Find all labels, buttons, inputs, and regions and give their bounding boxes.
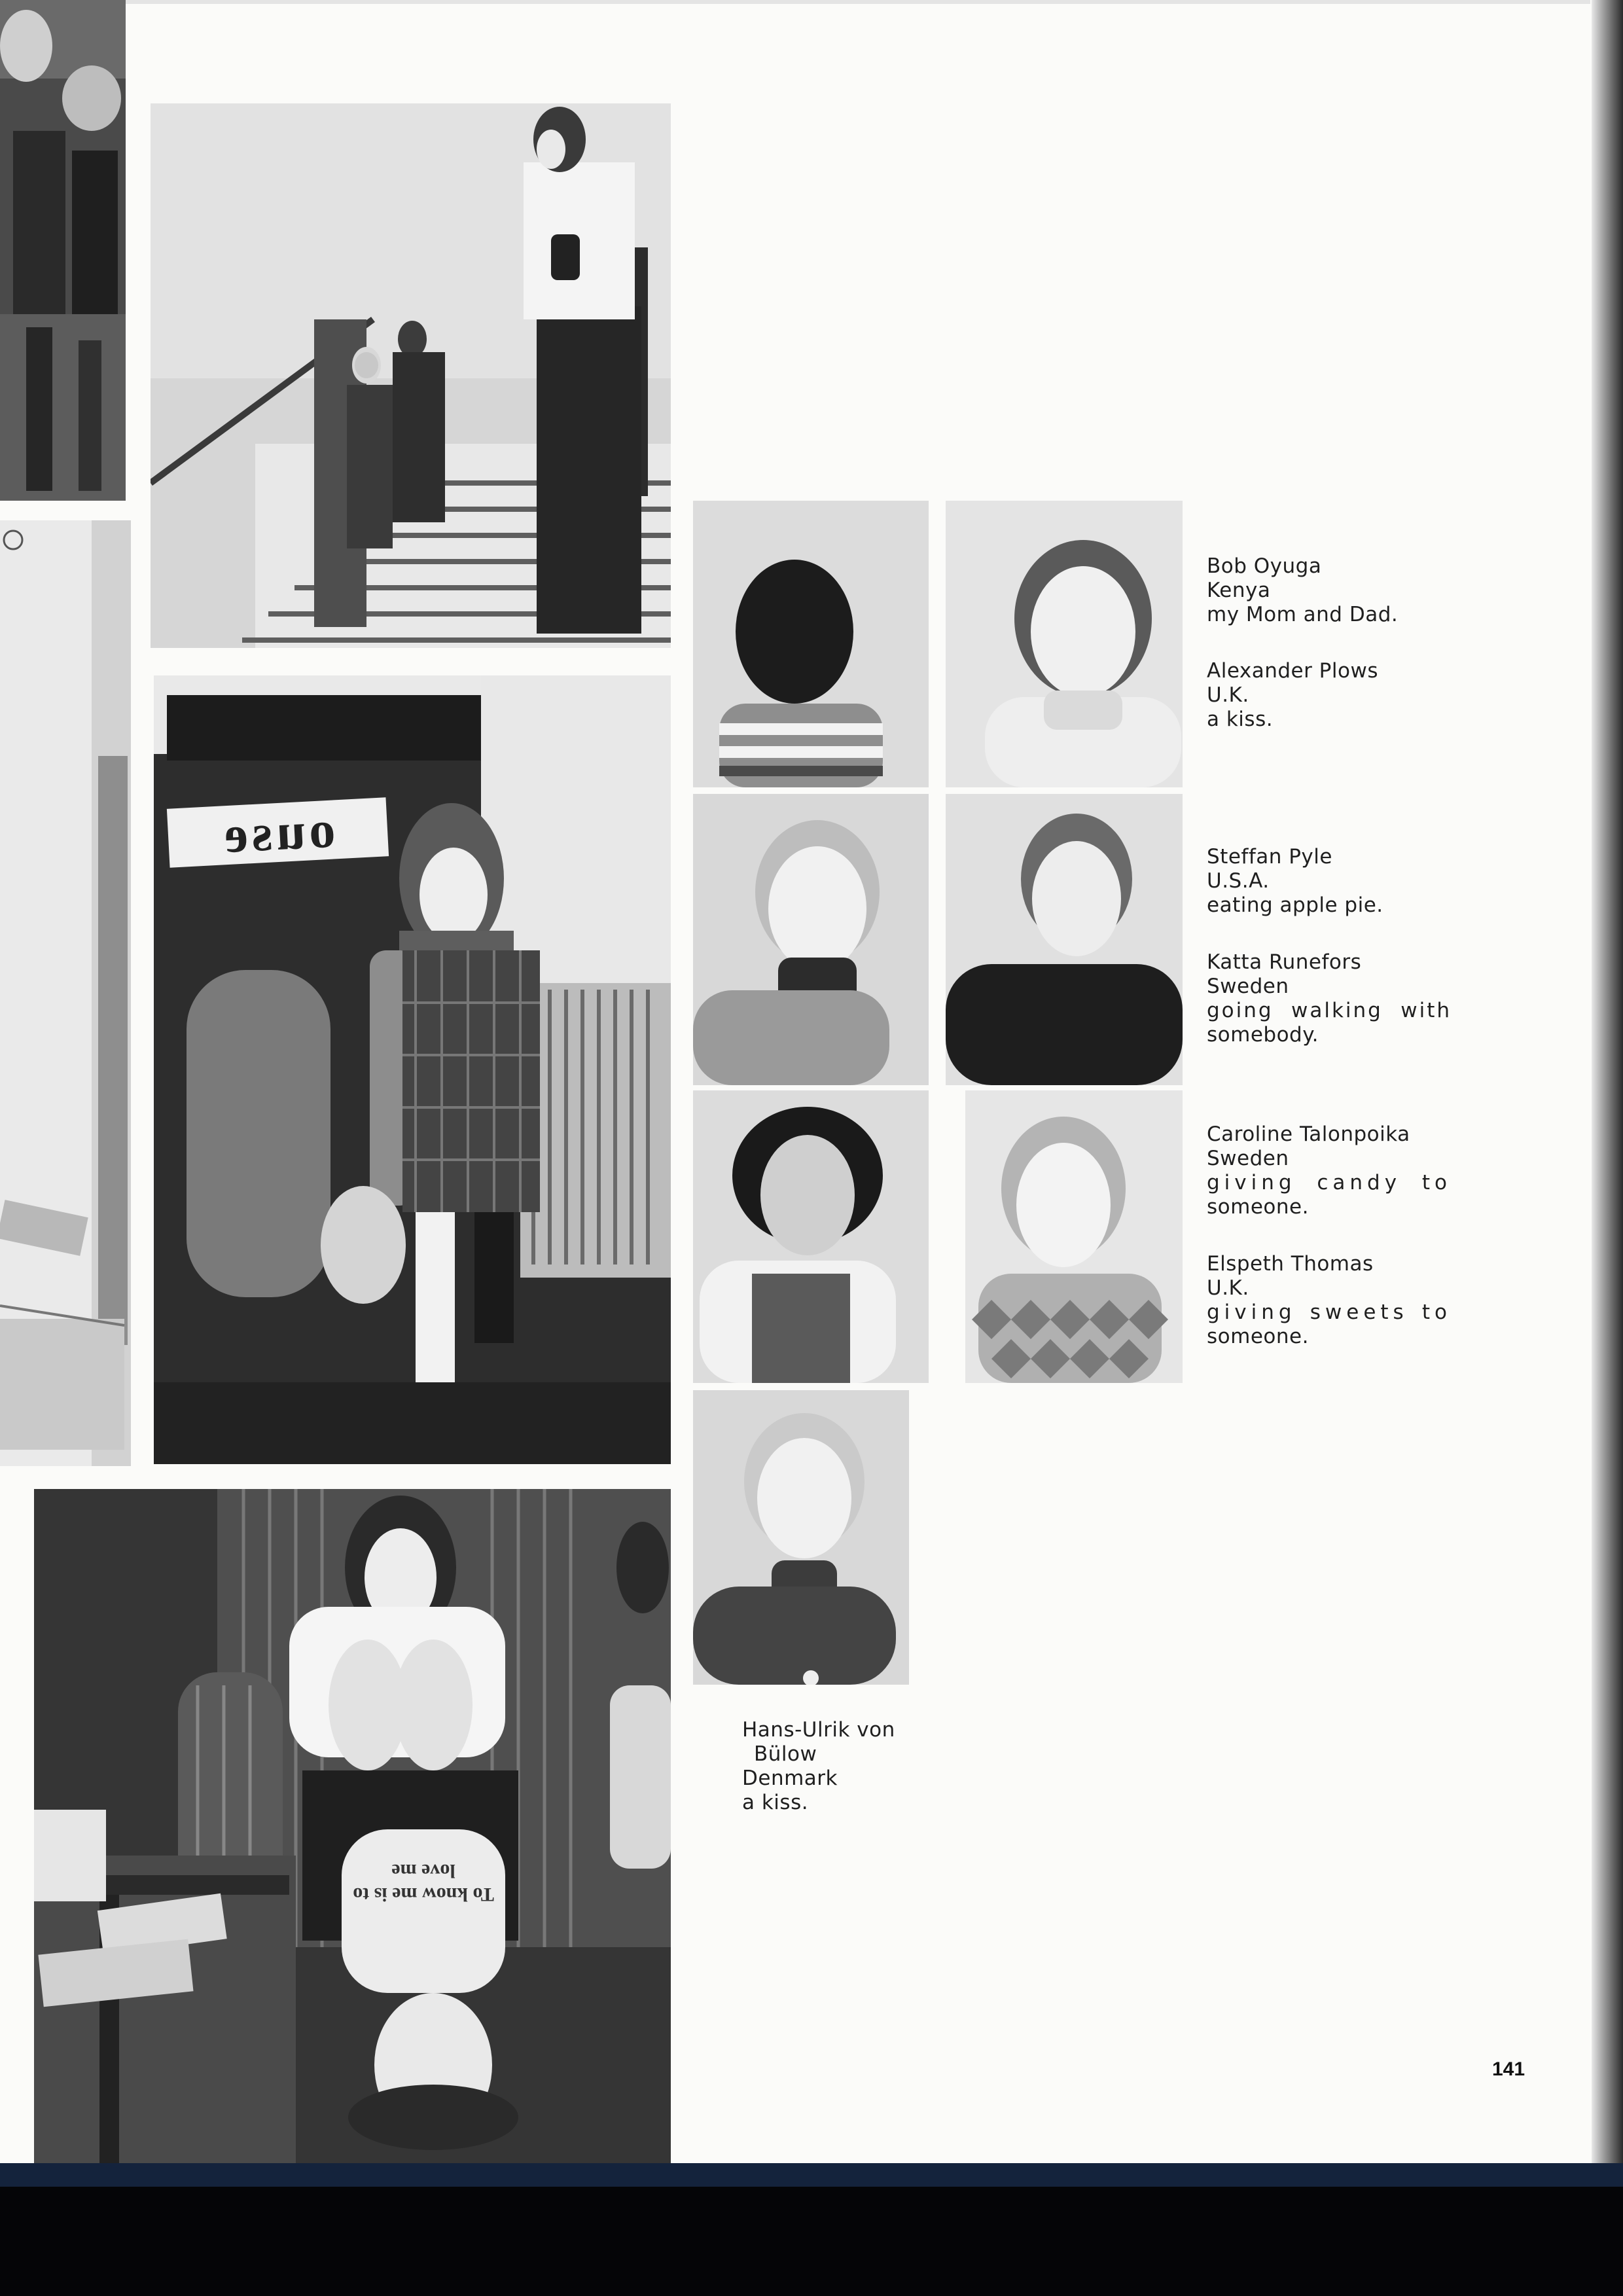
caption-country: U.K. bbox=[1207, 1276, 1249, 1300]
caption-answer-line2: someone. bbox=[1207, 1195, 1309, 1219]
playhouse-sign bbox=[167, 797, 389, 867]
caption-alexander-plows bbox=[1207, 659, 1469, 732]
photo-interior-cropped bbox=[0, 520, 131, 1466]
caption-answer-line1: going walking with bbox=[1207, 999, 1452, 1022]
caption-bob-oyuga bbox=[1207, 554, 1469, 627]
scan-top-edge bbox=[124, 0, 1590, 4]
caption-answer-line1: giving sweets to bbox=[1207, 1300, 1452, 1324]
caption-katta-runefors bbox=[1207, 950, 1452, 1047]
caption-caroline-talonpoika bbox=[1207, 1122, 1452, 1219]
photo-girls-on-couch bbox=[34, 1489, 671, 2163]
scan-bottom-edge bbox=[0, 2163, 1623, 2187]
photo-girl-by-playhouse bbox=[154, 675, 671, 1464]
portrait-hans-ulrik-von-bulow bbox=[693, 1390, 909, 1685]
caption-name: Katta Runefors bbox=[1207, 950, 1362, 974]
caption-answer-line2: somebody. bbox=[1207, 1023, 1319, 1047]
caption-country: Kenya bbox=[1207, 579, 1271, 602]
caption-answer-line1: giving candy to bbox=[1207, 1171, 1452, 1194]
portrait-elspeth-thomas bbox=[965, 1090, 1183, 1383]
caption-name-line2: Bülow bbox=[754, 1742, 817, 1766]
caption-country: U.K. bbox=[1207, 683, 1249, 707]
caption-hans-ulrik-von-bulow bbox=[742, 1718, 1004, 1815]
book-binding-edge bbox=[1592, 0, 1623, 2163]
caption-name-line1: Hans-Ulrik von bbox=[742, 1718, 895, 1742]
caption-name: Steffan Pyle bbox=[1207, 845, 1332, 869]
caption-country: U.S.A. bbox=[1207, 869, 1270, 893]
caption-name: Caroline Talonpoika bbox=[1207, 1122, 1410, 1146]
portrait-bob-oyuga bbox=[693, 501, 929, 787]
caption-elspeth-thomas bbox=[1207, 1252, 1452, 1349]
page-number: 141 bbox=[1492, 2058, 1525, 2080]
portrait-alexander-plows bbox=[946, 501, 1183, 787]
caption-steffan-pyle bbox=[1207, 845, 1469, 918]
caption-name: Alexander Plows bbox=[1207, 659, 1378, 683]
caption-answer-line2: someone. bbox=[1207, 1325, 1309, 1348]
caption-country: Sweden bbox=[1207, 975, 1289, 998]
scan-bottom-band bbox=[0, 2163, 1623, 2296]
photo-teacher-children-staircase bbox=[151, 103, 671, 648]
portrait-katta-runefors bbox=[946, 794, 1183, 1085]
photo-children-outdoors-cropped bbox=[0, 0, 126, 501]
shirt-slogan-text: To know me is to love me bbox=[353, 1860, 494, 1905]
portrait-steffan-pyle bbox=[693, 794, 929, 1085]
caption-answer: my Mom and Dad. bbox=[1207, 603, 1399, 626]
caption-answer: a kiss. bbox=[1207, 708, 1274, 731]
caption-answer: eating apple pie. bbox=[1207, 893, 1383, 917]
caption-answer: a kiss. bbox=[742, 1791, 809, 1814]
caption-country: Denmark bbox=[742, 1767, 838, 1790]
caption-name: Bob Oyuga bbox=[1207, 554, 1322, 578]
caption-name: Elspeth Thomas bbox=[1207, 1252, 1374, 1276]
portrait-caroline-talonpoika bbox=[693, 1090, 929, 1383]
caption-country: Sweden bbox=[1207, 1147, 1289, 1170]
playhouse-sign-text: ouse bbox=[219, 800, 337, 865]
shirt-slogan bbox=[348, 1859, 499, 1906]
